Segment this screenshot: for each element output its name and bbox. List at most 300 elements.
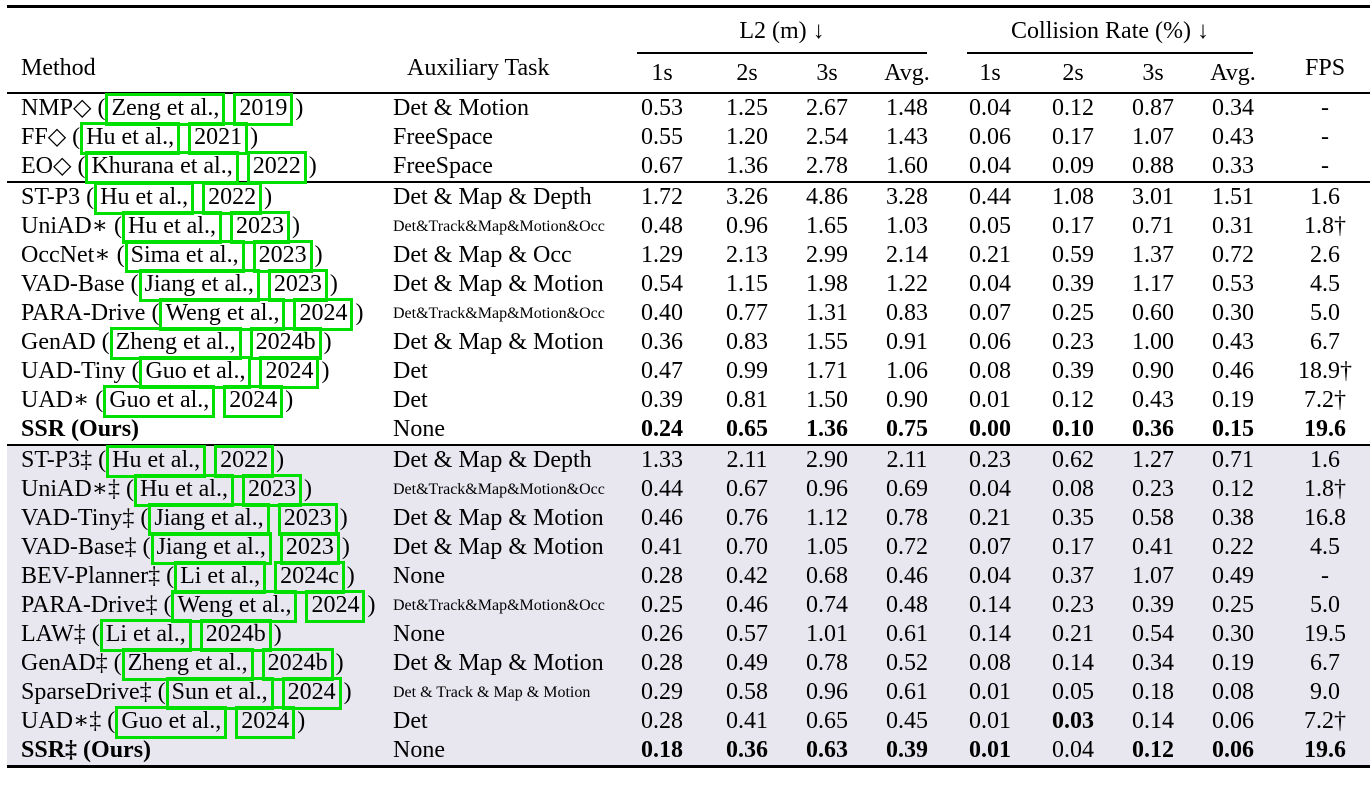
- value-cell: 1.50: [806, 387, 848, 413]
- value-cell: 0.61: [886, 679, 928, 705]
- method-cell: [7, 299, 393, 328]
- value-cell: 0.12: [1212, 476, 1255, 502]
- method-cell: [7, 212, 393, 241]
- value-cell: 0.67: [641, 153, 683, 179]
- value-cell: 0.23: [947, 445, 1033, 475]
- citation-author-link[interactable]: Guo et al.,: [115, 706, 227, 739]
- table-row: [7, 620, 1370, 649]
- method-name-suffix: ): [343, 679, 352, 705]
- value-cell: 0.74: [806, 592, 848, 618]
- value-cell: 0.24: [641, 416, 683, 442]
- value-cell: 0.14: [1052, 650, 1094, 676]
- header-col-1s: 1s: [979, 59, 1001, 86]
- auxiliary-task-cell: Det: [393, 358, 428, 384]
- value-cell: 1.36: [806, 416, 848, 442]
- method-name: UAD∗‡ (: [21, 708, 116, 734]
- value-cell: 0.21: [1052, 621, 1094, 647]
- method-name: VAD-Base (: [21, 271, 139, 297]
- value-cell: 0.25: [1212, 592, 1255, 618]
- table-row: [7, 415, 1370, 445]
- method-cell: [7, 357, 393, 386]
- auxiliary-task-cell: Det&Track&Map&Motion&Occ: [393, 305, 605, 322]
- value-cell: 0.48: [641, 213, 683, 239]
- value-cell: 0.58: [1132, 505, 1174, 531]
- value-cell: 0.12: [1132, 737, 1174, 763]
- table-row: [7, 562, 1370, 591]
- value-cell: 0.34: [1132, 650, 1174, 676]
- citation-year-link[interactable]: 2022: [214, 445, 274, 478]
- fps-cell: 1.8†: [1304, 476, 1347, 502]
- value-cell: 0.21: [969, 505, 1011, 531]
- citation-author-link[interactable]: Hu et al.,: [106, 445, 206, 478]
- table-row: [7, 707, 1370, 736]
- value-cell: 0.90: [1132, 358, 1174, 384]
- citation-year-link[interactable]: 2024: [259, 356, 319, 389]
- value-cell: 0.39: [1052, 271, 1094, 297]
- table-row: [7, 152, 1370, 182]
- value-cell: 0.65: [726, 416, 768, 442]
- method-name: PARA-Drive (: [21, 300, 160, 326]
- fps-cell: 4.5: [1310, 271, 1341, 297]
- table-row: [7, 649, 1370, 678]
- citation-author-link[interactable]: Hu et al.,: [94, 182, 194, 215]
- value-cell: 0.04: [969, 271, 1011, 297]
- value-cell: 1.15: [726, 271, 768, 297]
- value-cell: 0.35: [1052, 505, 1094, 531]
- value-cell: 1.55: [806, 329, 848, 355]
- value-cell: 0.49: [726, 650, 768, 676]
- fps-cell: 6.7: [1310, 329, 1341, 355]
- value-cell: 1.25: [726, 95, 768, 121]
- auxiliary-task-cell: None: [393, 563, 445, 589]
- value-cell: 0.33: [1212, 153, 1255, 179]
- citation-year-link[interactable]: 2024: [293, 298, 353, 331]
- value-cell: 0.62: [1033, 445, 1113, 475]
- fps-cell: 5.0: [1310, 300, 1341, 326]
- value-cell: 0.61: [886, 621, 928, 647]
- value-cell: 0.49: [1212, 563, 1255, 589]
- auxiliary-task-cell: Det & Track & Map & Motion: [393, 684, 591, 701]
- table-row: [7, 357, 1370, 386]
- value-cell: 0.06: [969, 329, 1011, 355]
- auxiliary-task-cell: Det & Map & Depth: [393, 445, 617, 475]
- method-cell: [7, 562, 393, 591]
- citation-year-link[interactable]: 2023: [253, 240, 313, 273]
- value-cell: 0.43: [1212, 124, 1255, 150]
- fps-cell: -: [1321, 153, 1330, 179]
- citation-year-link[interactable]: 2022: [247, 151, 307, 184]
- citation-year-link[interactable]: 2024c: [274, 561, 345, 594]
- value-cell: 0.17: [1052, 213, 1094, 239]
- citation-author-link[interactable]: Hu et al.,: [122, 211, 222, 244]
- value-cell: 0.38: [1212, 505, 1255, 531]
- value-cell: 0.07: [969, 300, 1011, 326]
- value-cell: 0.04: [1052, 737, 1094, 763]
- value-cell: 0.41: [1132, 534, 1174, 560]
- value-cell: 0.46: [1212, 358, 1255, 384]
- value-cell: 0.06: [1212, 708, 1255, 734]
- method-name: BEV-Planner‡ (: [21, 563, 175, 589]
- value-cell: 0.42: [726, 563, 768, 589]
- header-l2-1s: 1s: [651, 59, 673, 86]
- value-cell: 0.55: [641, 124, 683, 150]
- method-name: GenAD‡ (: [21, 650, 122, 676]
- method-cell: [7, 736, 393, 767]
- fps-cell: 19.6: [1304, 416, 1347, 442]
- value-cell: 0.54: [1132, 621, 1174, 647]
- citation-year-link[interactable]: 2021: [188, 122, 248, 155]
- method-name: UAD-Tiny (: [21, 358, 140, 384]
- value-cell: 3.28: [867, 182, 947, 212]
- header-l2-label: L2 (m) ↓: [637, 18, 927, 54]
- value-cell: 0.67: [726, 476, 768, 502]
- value-cell: 0.53: [641, 95, 683, 121]
- citation-year-link[interactable]: 2023: [268, 269, 328, 302]
- citation-year-link[interactable]: 2022: [202, 182, 262, 215]
- fps-cell: -: [1321, 563, 1330, 589]
- table-row: [7, 504, 1370, 533]
- value-cell: 0.46: [886, 563, 928, 589]
- value-cell: 0.46: [641, 505, 683, 531]
- method-cell: [7, 152, 393, 182]
- value-cell: 0.08: [1212, 679, 1255, 705]
- value-cell: 0.23: [1052, 592, 1094, 618]
- value-cell: 1.43: [886, 124, 928, 150]
- citation-author-link[interactable]: Hu et al.,: [134, 474, 234, 507]
- table-header: [7, 7, 1370, 94]
- table-row: [7, 475, 1370, 504]
- method-name-suffix: ): [308, 153, 317, 179]
- value-cell: 1.71: [806, 358, 848, 384]
- citation-year-link[interactable]: 2023: [278, 503, 338, 536]
- header-collision-label: Collision Rate (%) ↓: [967, 18, 1253, 54]
- value-cell: 0.12: [1052, 95, 1094, 121]
- value-cell: 0.04: [969, 95, 1011, 121]
- method-name: FF◇ (: [21, 124, 81, 150]
- value-cell: 0.57: [726, 621, 768, 647]
- value-cell: 1.36: [726, 153, 768, 179]
- citation-year-link[interactable]: 2023: [230, 211, 290, 244]
- fps-cell: 18.9†: [1298, 358, 1353, 384]
- header-col-2s: 2s: [1062, 59, 1084, 86]
- value-cell: 1.37: [1132, 242, 1174, 268]
- value-cell: 0.40: [641, 300, 683, 326]
- citation-author-link[interactable]: Khurana et al.,: [85, 151, 238, 184]
- value-cell: 0.23: [1052, 329, 1094, 355]
- value-cell: 0.36: [641, 329, 683, 355]
- value-cell: 0.25: [1052, 300, 1094, 326]
- value-cell: 0.30: [1212, 300, 1255, 326]
- method-name: LAW‡ (: [21, 621, 100, 647]
- method-cell: [7, 386, 393, 415]
- method-cell: [7, 270, 393, 299]
- value-cell: 0.88: [1132, 153, 1174, 179]
- method-name: UniAD∗ (: [21, 213, 122, 239]
- value-cell: 0.08: [1052, 476, 1094, 502]
- fps-cell: 16.8: [1304, 505, 1347, 531]
- method-cell: [7, 328, 393, 357]
- value-cell: 2.78: [806, 153, 848, 179]
- fps-cell: 9.0: [1310, 679, 1341, 705]
- value-cell: 0.14: [969, 592, 1011, 618]
- value-cell: 0.78: [806, 650, 848, 676]
- header-auxiliary-task: Auxiliary Task: [407, 55, 550, 81]
- auxiliary-task-cell: Det & Map & Motion: [393, 271, 604, 297]
- value-cell: 2.11: [867, 445, 947, 475]
- citation-author-link[interactable]: Li et al.,: [174, 561, 266, 594]
- fps-cell: 4.5: [1310, 534, 1341, 560]
- citation-author-link[interactable]: Jiang et al.,: [148, 503, 269, 536]
- citation-author-link[interactable]: Jiang et al.,: [139, 269, 260, 302]
- value-cell: 0.10: [1052, 416, 1094, 442]
- citation-author-link[interactable]: Li et al.,: [100, 619, 192, 652]
- method-name-suffix: ): [339, 505, 348, 531]
- citation-author-link[interactable]: Zeng et al.,: [105, 93, 225, 126]
- value-cell: 4.86: [787, 182, 867, 212]
- value-cell: 0.60: [1132, 300, 1174, 326]
- value-cell: 2.90: [787, 445, 867, 475]
- auxiliary-task-cell: Det & Map & Motion: [393, 505, 604, 531]
- value-cell: 0.72: [1212, 242, 1255, 268]
- method-name-suffix: ): [321, 358, 330, 384]
- citation-year-link[interactable]: 2019: [233, 93, 293, 126]
- value-cell: 0.53: [1212, 271, 1255, 297]
- citation-author-link[interactable]: Guo et al.,: [103, 385, 215, 418]
- header-l2-3s: 3s: [816, 59, 838, 86]
- value-cell: 1.29: [641, 242, 683, 268]
- value-cell: 1.00: [1132, 329, 1174, 355]
- header-method: Method: [21, 55, 96, 81]
- value-cell: 0.01: [969, 708, 1011, 734]
- citation-author-link[interactable]: Zheng et al.,: [122, 648, 254, 681]
- value-cell: 3.01: [1113, 182, 1193, 212]
- method-name-suffix: ): [291, 213, 300, 239]
- method-name-suffix: ): [323, 329, 332, 355]
- value-cell: 0.00: [969, 416, 1011, 442]
- auxiliary-task-cell: None: [393, 621, 445, 647]
- value-cell: 0.01: [969, 737, 1011, 763]
- table-row: [7, 328, 1370, 357]
- method-cell: [7, 504, 393, 533]
- method-name: OccNet∗ (: [21, 242, 125, 268]
- method-name: SSR (Ours): [21, 416, 140, 442]
- method-cell: [7, 678, 393, 707]
- method-name-suffix: ): [276, 447, 285, 473]
- value-cell: 0.69: [886, 476, 928, 502]
- method-name-suffix: ): [346, 563, 355, 589]
- value-cell: 0.04: [969, 153, 1011, 179]
- value-cell: 0.70: [726, 534, 768, 560]
- value-cell: 0.96: [726, 213, 768, 239]
- value-cell: 0.05: [969, 213, 1011, 239]
- table-row: [7, 241, 1370, 270]
- value-cell: 0.04: [969, 476, 1011, 502]
- citation-year-link[interactable]: 2024b: [250, 327, 322, 360]
- value-cell: 0.36: [1132, 416, 1174, 442]
- citation-year-link[interactable]: 2024: [305, 590, 365, 623]
- method-name-suffix: ): [314, 242, 323, 268]
- value-cell: 0.14: [969, 621, 1011, 647]
- citation-year-link[interactable]: 2024b: [262, 648, 334, 681]
- value-cell: 1.98: [806, 271, 848, 297]
- auxiliary-task-cell: Det: [393, 387, 428, 413]
- header-fps: FPS: [1305, 55, 1346, 81]
- method-name: UAD∗ (: [21, 387, 104, 413]
- auxiliary-task-cell: Det & Motion: [393, 95, 529, 121]
- value-cell: 0.71: [1193, 445, 1273, 475]
- table-row: [7, 678, 1370, 707]
- value-cell: 0.18: [1132, 679, 1174, 705]
- auxiliary-task-cell: Det&Track&Map&Motion&Occ: [393, 481, 605, 498]
- table-row: [7, 736, 1370, 767]
- auxiliary-task-cell: Det & Map & Motion: [393, 329, 604, 355]
- value-cell: 0.63: [806, 737, 848, 763]
- value-cell: 0.48: [886, 592, 928, 618]
- table-row: [7, 270, 1370, 299]
- value-cell: 0.05: [1052, 679, 1094, 705]
- method-name-suffix: ): [303, 476, 312, 502]
- value-cell: 1.07: [1132, 124, 1174, 150]
- value-cell: 0.34: [1212, 95, 1255, 121]
- auxiliary-task-cell: Det & Map & Motion: [393, 534, 604, 560]
- method-name: SSR‡ (Ours): [21, 737, 152, 763]
- value-cell: 0.78: [886, 505, 928, 531]
- value-cell: 0.87: [1132, 95, 1174, 121]
- value-cell: 0.06: [1212, 737, 1255, 763]
- value-cell: 0.43: [1212, 329, 1255, 355]
- value-cell: 0.72: [886, 534, 928, 560]
- table-row: [7, 212, 1370, 241]
- citation-year-link[interactable]: 2024b: [200, 619, 272, 652]
- method-cell: [7, 415, 393, 445]
- value-cell: 0.15: [1212, 416, 1255, 442]
- method-name-suffix: ): [297, 708, 306, 734]
- value-cell: 0.68: [806, 563, 848, 589]
- value-cell: 0.26: [641, 621, 683, 647]
- value-cell: 0.37: [1052, 563, 1094, 589]
- fps-cell: 2.6: [1310, 242, 1341, 268]
- auxiliary-task-cell: Det&Track&Map&Motion&Occ: [393, 597, 605, 614]
- citation-author-link[interactable]: Weng et al.,: [159, 298, 285, 331]
- auxiliary-task-cell: FreeSpace: [393, 153, 493, 179]
- fps-cell: 19.6: [1304, 737, 1347, 763]
- value-cell: 0.46: [726, 592, 768, 618]
- value-cell: 1.31: [806, 300, 848, 326]
- citation-author-link[interactable]: Jiang et al.,: [151, 532, 272, 565]
- fps-cell: 1.6: [1273, 182, 1370, 212]
- value-cell: 0.04: [969, 563, 1011, 589]
- fps-cell: 7.2†: [1304, 387, 1347, 413]
- method-cell: [7, 591, 393, 620]
- value-cell: 0.19: [1212, 650, 1255, 676]
- table-row: [7, 93, 1370, 123]
- citation-author-link[interactable]: Sun et al.,: [166, 677, 274, 710]
- method-name-suffix: ): [355, 300, 364, 326]
- method-cell: [7, 241, 393, 270]
- citation-year-link[interactable]: 2024: [223, 385, 283, 418]
- citation-year-link[interactable]: 2023: [242, 474, 302, 507]
- method-name-suffix: ): [367, 592, 376, 618]
- fps-cell: -: [1321, 124, 1330, 150]
- method-name-suffix: ): [335, 650, 344, 676]
- method-name: GenAD (: [21, 329, 110, 355]
- value-cell: 0.77: [726, 300, 768, 326]
- value-cell: 1.07: [1132, 563, 1174, 589]
- method-name: UniAD∗‡ (: [21, 476, 134, 502]
- table-body: [7, 93, 1370, 767]
- header-l2-2s: 2s: [736, 59, 758, 86]
- value-cell: 0.06: [969, 124, 1011, 150]
- value-cell: 0.47: [641, 358, 683, 384]
- value-cell: 0.41: [641, 534, 683, 560]
- method-cell: [7, 707, 393, 736]
- citation-year-link[interactable]: 2023: [280, 532, 340, 565]
- citation-author-link[interactable]: Sima et al.,: [125, 240, 245, 273]
- method-name-suffix: ): [285, 387, 294, 413]
- value-cell: 1.01: [806, 621, 848, 647]
- value-cell: 1.22: [886, 271, 928, 297]
- value-cell: 1.33: [617, 445, 707, 475]
- citation-year-link[interactable]: 2024: [282, 677, 342, 710]
- value-cell: 2.11: [707, 445, 787, 475]
- citation-author-link[interactable]: Guo et al.,: [139, 356, 251, 389]
- value-cell: 0.83: [726, 329, 768, 355]
- citation-author-link[interactable]: Hu et al.,: [80, 122, 180, 155]
- fps-cell: 5.0: [1310, 592, 1341, 618]
- value-cell: 1.05: [806, 534, 848, 560]
- method-cell: [7, 649, 393, 678]
- method-cell: [7, 620, 393, 649]
- header-l2-group: [617, 7, 947, 55]
- auxiliary-task-cell: FreeSpace: [393, 124, 493, 150]
- method-name: PARA-Drive‡ (: [21, 592, 172, 618]
- value-cell: 1.20: [726, 124, 768, 150]
- value-cell: 2.14: [886, 242, 928, 268]
- value-cell: 0.03: [1052, 708, 1094, 734]
- method-name-suffix: ): [273, 621, 282, 647]
- fps-cell: 19.5: [1304, 621, 1347, 647]
- value-cell: 0.76: [726, 505, 768, 531]
- value-cell: 1.12: [806, 505, 848, 531]
- value-cell: 0.75: [886, 416, 928, 442]
- table-row: [7, 299, 1370, 328]
- value-cell: 0.96: [806, 679, 848, 705]
- method-name: NMP◇ (: [21, 95, 106, 121]
- value-cell: 0.44: [641, 476, 683, 502]
- value-cell: 0.41: [726, 708, 768, 734]
- table-row: [7, 182, 1370, 212]
- citation-author-link[interactable]: Weng et al.,: [171, 590, 297, 623]
- value-cell: 1.72: [617, 182, 707, 212]
- value-cell: 0.91: [886, 329, 928, 355]
- value-cell: 1.65: [806, 213, 848, 239]
- value-cell: 0.12: [1052, 387, 1094, 413]
- value-cell: 0.17: [1052, 534, 1094, 560]
- value-cell: 1.48: [886, 95, 928, 121]
- value-cell: 1.03: [886, 213, 928, 239]
- value-cell: 0.99: [726, 358, 768, 384]
- table-row: [7, 591, 1370, 620]
- value-cell: 0.71: [1132, 213, 1174, 239]
- method-name: SparseDrive‡ (: [21, 679, 166, 705]
- value-cell: 1.06: [886, 358, 928, 384]
- value-cell: 2.13: [726, 242, 768, 268]
- value-cell: 0.96: [806, 476, 848, 502]
- citation-author-link[interactable]: Zheng et al.,: [110, 327, 242, 360]
- citation-year-link[interactable]: 2024: [235, 706, 295, 739]
- auxiliary-task-cell: Det & Map & Occ: [393, 242, 572, 268]
- value-cell: 0.18: [641, 737, 683, 763]
